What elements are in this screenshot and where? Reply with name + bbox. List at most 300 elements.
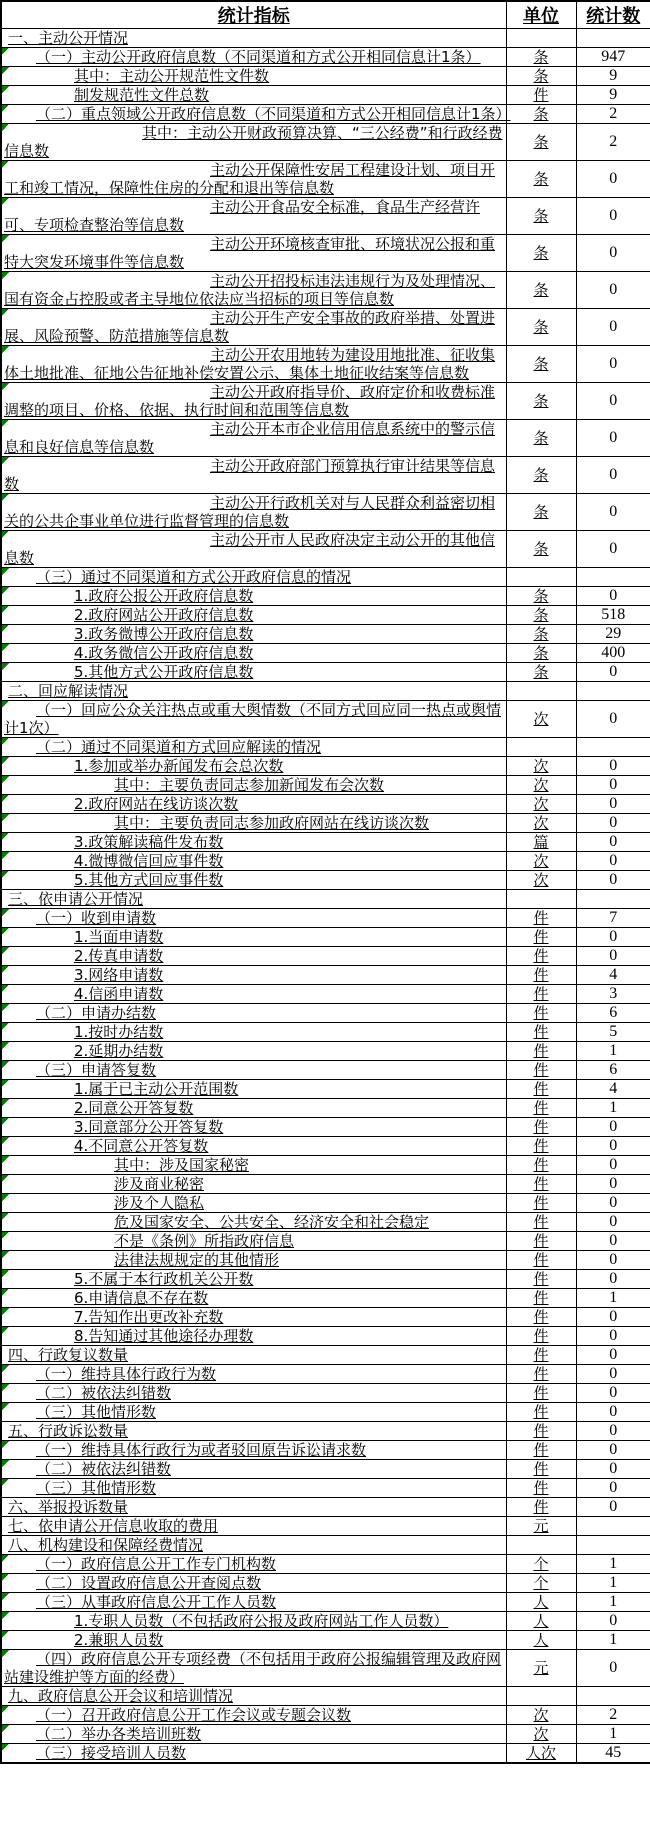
indicator-label: 2.政府网站在线访谈次数 (74, 795, 239, 813)
count-cell: 0 (576, 1118, 650, 1137)
count-cell (576, 890, 650, 909)
indicator-label: 主动公开生产安全事故的政府举措、处置进展、风险预警、防范措施等信息数 (4, 309, 496, 345)
table-row (1, 1251, 650, 1270)
count-cell: 9 (576, 86, 650, 105)
table-row (1, 871, 650, 890)
count-cell: 0 (576, 457, 650, 494)
indicator-cell (1, 625, 506, 644)
count-cell: 2 (576, 124, 650, 161)
indicator-cell (1, 1099, 506, 1118)
cell-corner-flag-icon (2, 701, 9, 708)
count-cell (576, 682, 650, 701)
indicator-cell (1, 871, 506, 890)
table-row (1, 1460, 650, 1479)
header-unit: 单位 (506, 1, 576, 29)
count-cell: 400 (576, 644, 650, 663)
unit-cell: 条 (506, 420, 576, 457)
indicator-cell (1, 48, 506, 67)
table-row (1, 1175, 650, 1194)
cell-corner-flag-icon (2, 1650, 9, 1657)
indicator-label: 主动公开食品安全标准，食品生产经营许可、专项检查整治等信息数 (4, 198, 481, 234)
indicator-label: （一）主动公开政府信息数（不同渠道和方式公开相同信息计1条） (36, 48, 481, 66)
count-cell: 0 (576, 494, 650, 531)
count-cell: 0 (576, 1175, 650, 1194)
indicator-cell (1, 1346, 506, 1365)
count-cell: 0 (576, 928, 650, 947)
unit-cell: 条 (506, 67, 576, 86)
indicator-cell (1, 1631, 506, 1650)
unit-cell: 次 (506, 757, 576, 776)
count-cell: 0 (576, 1308, 650, 1327)
count-cell: 0 (576, 833, 650, 852)
unit-cell: 件 (506, 1042, 576, 1061)
cell-corner-flag-icon (2, 272, 9, 279)
table-row (1, 1517, 650, 1536)
count-cell: 1 (576, 1631, 650, 1650)
cell-corner-flag-icon (2, 587, 9, 594)
unit-cell: 件 (506, 1023, 576, 1042)
table-row (1, 1422, 650, 1441)
cell-corner-flag-icon (2, 1156, 9, 1163)
count-cell (576, 1536, 650, 1555)
indicator-label: 2.兼职人员数 (74, 1631, 164, 1649)
table-row (1, 568, 650, 587)
table-row (1, 1687, 650, 1706)
indicator-cell (1, 272, 506, 309)
indicator-label: 3.网络申请数 (74, 966, 164, 984)
cell-corner-flag-icon (2, 1194, 9, 1201)
cell-corner-flag-icon (2, 67, 9, 74)
cell-corner-flag-icon (2, 1479, 9, 1486)
count-cell: 4 (576, 1080, 650, 1099)
unit-cell: 件 (506, 928, 576, 947)
unit-cell: 件 (506, 1175, 576, 1194)
indicator-cell (1, 1194, 506, 1213)
unit-cell: 件 (506, 947, 576, 966)
table-row (1, 1061, 650, 1080)
indicator-label: （一）维持具体行政行为数 (36, 1365, 217, 1383)
indicator-label: 1.按时办结数 (74, 1023, 164, 1041)
cell-corner-flag-icon (2, 852, 9, 859)
table-row (1, 1023, 650, 1042)
cell-corner-flag-icon (2, 871, 9, 878)
cell-corner-flag-icon (2, 235, 9, 242)
table-row (1, 757, 650, 776)
cell-corner-flag-icon (2, 1384, 9, 1391)
indicator-cell (1, 420, 506, 457)
cell-corner-flag-icon (2, 1612, 9, 1619)
count-cell: 2 (576, 1706, 650, 1725)
count-cell: 0 (576, 1650, 650, 1687)
count-cell: 9 (576, 67, 650, 86)
count-cell: 0 (576, 776, 650, 795)
indicator-cell (1, 1725, 506, 1744)
indicator-cell (1, 663, 506, 682)
count-cell: 0 (576, 1403, 650, 1422)
unit-cell: 个 (506, 1555, 576, 1574)
indicator-cell (1, 795, 506, 814)
indicator-cell (1, 1479, 506, 1498)
indicator-cell (1, 738, 506, 757)
table-row (1, 738, 650, 757)
table-row (1, 587, 650, 606)
indicator-label: 1.专职人员数（不包括政府公报及政府网站工作人员数） (74, 1612, 449, 1630)
indicator-cell (1, 776, 506, 795)
table-row (1, 1156, 650, 1175)
indicator-label: 一、主动公开情况 (8, 29, 129, 47)
indicator-label: 3.政务微博公开政府信息数 (74, 625, 254, 643)
indicator-label: 危及国家安全、公共安全、经济安全和社会稳定 (114, 1213, 430, 1231)
table-row (1, 272, 650, 309)
indicator-cell (1, 928, 506, 947)
cell-corner-flag-icon (2, 776, 9, 783)
indicator-cell (1, 701, 506, 738)
indicator-label: 4.信函申请数 (74, 985, 164, 1003)
indicator-label: 制发规范性文件总数 (74, 86, 210, 104)
cell-corner-flag-icon (2, 198, 9, 205)
indicator-label: （一）政府信息公开工作专门机构数 (36, 1555, 277, 1573)
table-row (1, 1004, 650, 1023)
indicator-cell (1, 1517, 506, 1536)
unit-cell: 件 (506, 1213, 576, 1232)
unit-cell: 件 (506, 1137, 576, 1156)
count-cell: 0 (576, 383, 650, 420)
cell-corner-flag-icon (2, 644, 9, 651)
indicator-cell (1, 1460, 506, 1479)
table-row (1, 1365, 650, 1384)
table-row (1, 682, 650, 701)
table-row (1, 890, 650, 909)
table-row (1, 606, 650, 625)
indicator-label: （二）通过不同渠道和方式回应解读的情况 (36, 738, 322, 756)
indicator-label: （二）被依法纠错数 (36, 1384, 172, 1402)
table-row (1, 1536, 650, 1555)
count-cell: 0 (576, 1346, 650, 1365)
table-row (1, 86, 650, 105)
count-cell: 1 (576, 1099, 650, 1118)
table-row (1, 235, 650, 272)
unit-cell: 件 (506, 1004, 576, 1023)
indicator-label: 6.申请信息不存在数 (74, 1289, 209, 1307)
indicator-label: 不是《条例》所指政府信息 (114, 1232, 295, 1250)
unit-cell: 条 (506, 161, 576, 198)
unit-cell: 件 (506, 1384, 576, 1403)
indicator-label: 1.当面申请数 (74, 928, 164, 946)
count-cell: 5 (576, 1023, 650, 1042)
cell-corner-flag-icon (2, 568, 9, 575)
unit-cell: 件 (506, 1403, 576, 1422)
cell-corner-flag-icon (2, 1232, 9, 1239)
unit-cell: 件 (506, 1346, 576, 1365)
indicator-cell (1, 309, 506, 346)
indicator-label: 涉及商业秘密 (114, 1175, 205, 1193)
table-row (1, 1232, 650, 1251)
count-cell: 1 (576, 1042, 650, 1061)
cell-corner-flag-icon (2, 346, 9, 353)
table-row (1, 29, 650, 48)
unit-cell: 件 (506, 86, 576, 105)
unit-cell: 件 (506, 1308, 576, 1327)
indicator-cell (1, 1080, 506, 1099)
count-cell: 1 (576, 1289, 650, 1308)
indicator-label: （二）申请办结数 (36, 1004, 157, 1022)
table-row (1, 383, 650, 420)
table-row (1, 346, 650, 383)
unit-cell: 件 (506, 1422, 576, 1441)
count-cell: 518 (576, 606, 650, 625)
indicator-label: 3.政策解读稿件发布数 (74, 833, 224, 851)
cell-corner-flag-icon (2, 1365, 9, 1372)
table-row (1, 124, 650, 161)
indicator-cell (1, 568, 506, 587)
count-cell (576, 738, 650, 757)
unit-cell (506, 568, 576, 587)
count-cell: 0 (576, 161, 650, 198)
indicator-cell (1, 346, 506, 383)
indicator-cell (1, 890, 506, 909)
indicator-label: 主动公开招投标违法违规行为及处理情况、国有资金占控股或者主导地位依法应当招标的项目等信息数 (4, 272, 496, 308)
cell-corner-flag-icon (2, 1251, 9, 1258)
unit-cell: 人 (506, 1612, 576, 1631)
count-cell: 0 (576, 587, 650, 606)
table-row (1, 663, 650, 682)
count-cell: 29 (576, 625, 650, 644)
table-row (1, 1593, 650, 1612)
indicator-cell (1, 161, 506, 198)
table-row (1, 833, 650, 852)
unit-cell: 件 (506, 909, 576, 928)
indicator-label: 5.不属于本行政机关公开数 (74, 1270, 254, 1288)
table-row (1, 1574, 650, 1593)
indicator-label: 1.属于已主动公开范围数 (74, 1080, 239, 1098)
unit-cell: 条 (506, 48, 576, 67)
indicator-cell (1, 105, 511, 124)
count-cell: 45 (576, 1744, 650, 1764)
indicator-cell (1, 1042, 506, 1061)
count-cell: 0 (576, 663, 650, 682)
cell-corner-flag-icon (2, 1137, 9, 1144)
count-cell: 0 (576, 1270, 650, 1289)
indicator-cell (1, 198, 506, 235)
table-body (1, 29, 650, 1764)
indicator-label: （二）设置政府信息公开查阅点数 (36, 1574, 262, 1592)
cell-corner-flag-icon (2, 1270, 9, 1277)
indicator-cell (1, 1706, 506, 1725)
cell-corner-flag-icon (2, 383, 9, 390)
indicator-cell (1, 814, 506, 833)
count-cell: 7 (576, 909, 650, 928)
count-cell: 0 (576, 1479, 650, 1498)
count-cell: 2 (576, 105, 650, 124)
table-row (1, 161, 650, 198)
table-row (1, 48, 650, 67)
table-row (1, 814, 650, 833)
cell-corner-flag-icon (2, 966, 9, 973)
indicator-cell (1, 985, 506, 1004)
table-row (1, 531, 650, 568)
indicator-label: 1.政府公报公开政府信息数 (74, 587, 254, 605)
count-cell: 0 (576, 1327, 650, 1346)
table-row (1, 105, 650, 124)
indicator-cell (1, 1365, 506, 1384)
indicator-cell (1, 29, 506, 48)
table-row (1, 420, 650, 457)
indicator-cell (1, 494, 506, 531)
indicator-cell (1, 947, 506, 966)
count-cell: 0 (576, 701, 650, 738)
unit-cell: 条 (506, 606, 576, 625)
unit-cell: 条 (506, 235, 576, 272)
indicator-cell (1, 531, 506, 568)
indicator-cell (1, 1650, 506, 1687)
count-cell: 0 (576, 1137, 650, 1156)
table-row (1, 909, 650, 928)
indicator-label: （二）举办各类培训班数 (36, 1725, 202, 1743)
indicator-cell (1, 1156, 506, 1175)
count-cell: 1 (576, 1593, 650, 1612)
count-cell: 0 (576, 1384, 650, 1403)
indicator-label: 2.同意公开答复数 (74, 1099, 194, 1117)
unit-cell: 条 (506, 644, 576, 663)
unit-cell: 条 (506, 587, 576, 606)
table-row (1, 309, 650, 346)
indicator-cell (1, 1308, 506, 1327)
unit-cell: 次 (506, 795, 576, 814)
unit-cell (506, 738, 576, 757)
indicator-label: 八、机构建设和保障经费情况 (8, 1536, 204, 1554)
indicator-label: 4.政务微信公开政府信息数 (74, 644, 254, 662)
table-row (1, 1650, 650, 1687)
indicator-label: 六、举报投诉数量 (8, 1498, 129, 1516)
indicator-label: 7.告知作出更改补充数 (74, 1308, 224, 1326)
indicator-label: 四、行政复议数量 (8, 1346, 129, 1364)
indicator-label: 2.政府网站公开政府信息数 (74, 606, 254, 624)
cell-corner-flag-icon (2, 1175, 9, 1182)
count-cell: 0 (576, 814, 650, 833)
cell-corner-flag-icon (2, 909, 9, 916)
indicator-label: 主动公开本市企业信用信息系统中的警示信息和良好信息等信息数 (4, 420, 496, 456)
unit-cell: 次 (506, 1725, 576, 1744)
unit-cell: 次 (506, 871, 576, 890)
indicator-cell (1, 1574, 506, 1593)
table-row (1, 701, 650, 738)
unit-cell: 件 (506, 1080, 576, 1099)
unit-cell: 条 (506, 309, 576, 346)
table-row (1, 1213, 650, 1232)
unit-cell: 个 (506, 1574, 576, 1593)
cell-corner-flag-icon (2, 928, 9, 935)
indicator-cell (1, 966, 506, 985)
indicator-label: 主动公开行政机关对与人民群众利益密切相关的公共企事业单位进行监督管理的信息数 (4, 494, 496, 530)
count-cell (576, 1517, 650, 1536)
cell-corner-flag-icon (2, 105, 9, 112)
unit-cell: 件 (506, 1289, 576, 1308)
indicator-label: 主动公开市人民政府决定主动公开的其他信息数 (4, 531, 496, 567)
table-row (1, 1289, 650, 1308)
table-row (1, 1270, 650, 1289)
table-row (1, 985, 650, 1004)
table-row (1, 1137, 650, 1156)
unit-cell (506, 1536, 576, 1555)
unit-cell: 件 (506, 966, 576, 985)
cell-corner-flag-icon (2, 1706, 9, 1713)
cell-corner-flag-icon (2, 606, 9, 613)
unit-cell: 件 (506, 1194, 576, 1213)
indicator-label: （三）接受培训人员数 (36, 1744, 187, 1762)
indicator-cell (1, 1175, 506, 1194)
table-row (1, 644, 650, 663)
indicator-label: （一）维持具体行政行为或者驳回原告诉讼请求数 (36, 1441, 367, 1459)
cell-corner-flag-icon (2, 833, 9, 840)
cell-corner-flag-icon (2, 1441, 9, 1448)
indicator-label: （四）政府信息公开专项经费（不包括用于政府公报编辑管理及政府网站建设维护等方面的经费） (4, 1650, 502, 1686)
indicator-label: 5.其他方式回应事件数 (74, 871, 224, 889)
unit-cell: 条 (506, 531, 576, 568)
indicator-label: 主动公开政府部门预算执行审计结果等信息数 (4, 457, 496, 493)
indicator-label: （一）收到申请数 (36, 909, 157, 927)
count-cell: 0 (576, 1460, 650, 1479)
count-cell: 0 (576, 1213, 650, 1232)
unit-cell: 人 (506, 1631, 576, 1650)
count-cell: 1 (576, 1555, 650, 1574)
indicator-label: 五、行政诉讼数量 (8, 1422, 129, 1440)
indicator-label: 主动公开农用地转为建设用地批准、征收集体土地批准、征地公告征地补偿安置公示、集体土地征收结案等信息数 (4, 346, 496, 382)
indicator-label: 8.告知通过其他途径办理数 (74, 1327, 254, 1345)
indicator-label: 5.其他方式公开政府信息数 (74, 663, 254, 681)
indicator-label: 3.同意部分公开答复数 (74, 1118, 224, 1136)
cell-corner-flag-icon (2, 757, 9, 764)
unit-cell: 件 (506, 1365, 576, 1384)
count-cell: 4 (576, 966, 650, 985)
unit-cell: 次 (506, 701, 576, 738)
table-row (1, 1099, 650, 1118)
indicator-cell (1, 1023, 506, 1042)
indicator-cell (1, 1593, 506, 1612)
cell-corner-flag-icon (2, 1460, 9, 1467)
count-cell: 0 (576, 420, 650, 457)
indicator-label: 主动公开政府指导价、政府定价和收费标准调整的项目、价格、依据、执行时间和范围等信息数 (4, 383, 496, 419)
cell-corner-flag-icon (2, 1004, 9, 1011)
count-cell: 3 (576, 985, 650, 1004)
table-row (1, 852, 650, 871)
indicator-cell (1, 1270, 506, 1289)
count-cell: 0 (576, 309, 650, 346)
count-cell: 0 (576, 272, 650, 309)
cell-corner-flag-icon (2, 309, 9, 316)
indicator-cell (1, 1687, 506, 1706)
table-row (1, 1479, 650, 1498)
indicator-label: 其中：涉及国家秘密 (114, 1156, 250, 1174)
table-header (1, 1, 650, 29)
table-row (1, 1080, 650, 1099)
table-row (1, 1612, 650, 1631)
indicator-cell (1, 644, 506, 663)
unit-cell: 件 (506, 1118, 576, 1137)
cell-corner-flag-icon (2, 124, 9, 131)
count-cell: 1 (576, 1725, 650, 1744)
cell-corner-flag-icon (2, 985, 9, 992)
table-row (1, 1194, 650, 1213)
unit-cell: 条 (506, 383, 576, 420)
table-row (1, 966, 650, 985)
table-row (1, 928, 650, 947)
indicator-label: 4.不同意公开答复数 (74, 1137, 209, 1155)
indicator-label: （一）回应公众关注热点或重大舆情数（不同方式回应同一热点或舆情计1次） (4, 701, 502, 737)
unit-cell: 条 (506, 105, 576, 124)
table-row (1, 1725, 650, 1744)
unit-cell: 条 (506, 625, 576, 644)
count-cell: 0 (576, 346, 650, 383)
